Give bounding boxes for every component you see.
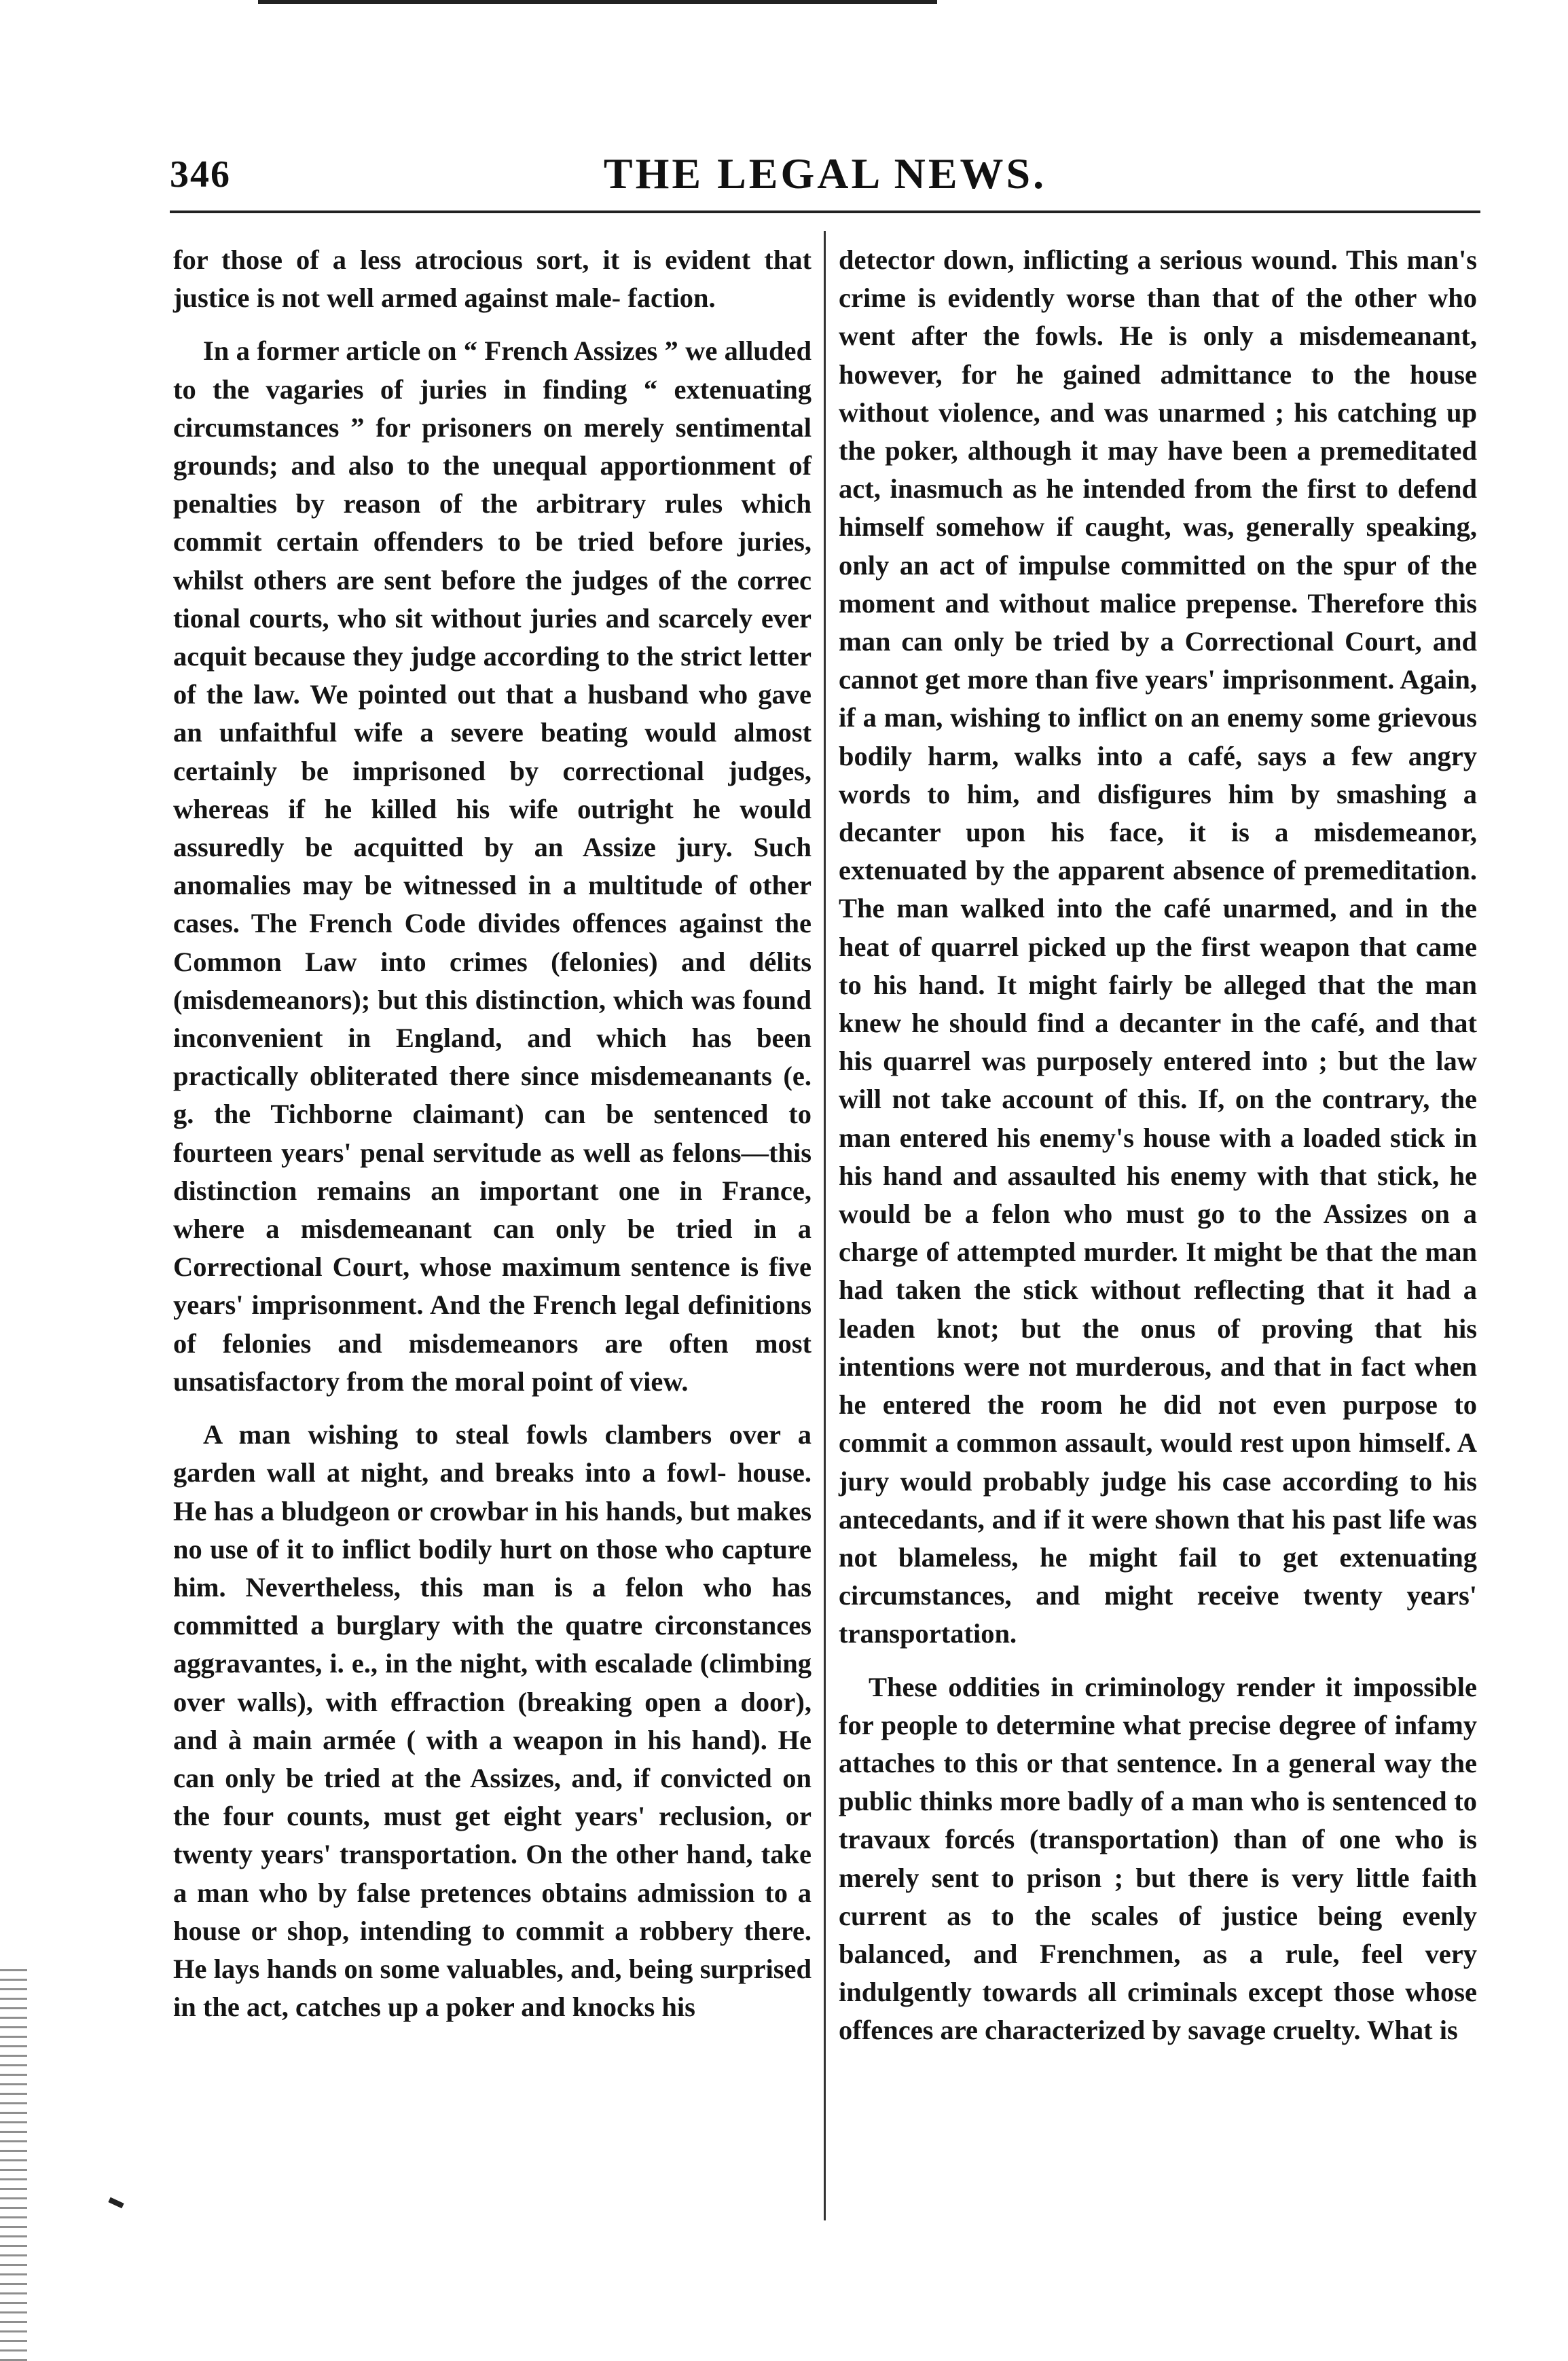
stray-ink-mark: [108, 2197, 124, 2209]
paragraph: A man wishing to steal fowls clambers over a garden wall at night, and breaks into a fowl- house. He has a bludgeon or crowbar in his hands, but makes no use of it to inflict bodily hurt on those who capture him. Nevertheless, this man is a felon who has committed a burglary with the quatre circonstances aggravantes, i. e., in the night, with escalade (climbing over walls), with effraction (breaking open a door), and à main armée ( with a weapon in his hand). He can only be tried at the Assizes, and, if convicted on the four counts, must get eight years' reclusion, or twenty years' transportation. On the other hand, take a man who by false pretences obtains admission to a house or shop, intending to commit a robbery there. He lays hands on some valuables, and, being surprised in the act, catches up a poker and knocks his: [173, 1419, 812, 2023]
right-column: [839, 241, 1477, 2065]
paragraph: detector down, inflicting a serious wound. This man's crime is evidently worse than that of the other who went after the fowls. He is only a misdemeanant, however, for he gained admittance to the house without violence, and was unarmed ; his catching up the poker, although it may have been a premeditated act, inasmuch as he intended from the first to defend himself somehow if caught, was, generally speaking, only an act of impulse committed on the spur of the moment and without malice prepense. Therefore this man can only be tried by a Correctional Court, and cannot get more than five years' imprisonment. Again, if a man, wishing to inflict on an enemy some grievous bodily harm, walks into a café, says a few angry words to him, and disfigures him by smashing a decanter upon his face, it is a misdemeanor, extenuated by the apparent absence of premeditation. The man walked into the café unarmed, and in the heat of quarrel picked up the first weapon that came to his hand. It might fairly be alleged that the man knew he should find a decanter in the café, and that his quarrel was purposely entered into ; but the law will not take account of this. If, on the contrary, the man entered his enemy's house with a loaded stick in his hand and assaulted his enemy with that stick, he would be a felon who must go to the Assizes on a charge of attempted murder. It might be that the man had taken the stick without reflecting that it had a leaden knot; but the onus of proving that his intentions were not murderous, and that in fact when he entered the room he did not even purpose to commit a common assault, would rest upon himself. A jury would probably judge his case according to his antecedants, and if it were shown that his past life was not blameless, he might fail to get extenuating circumstances, and might receive twenty years' transportation.: [839, 244, 1477, 1649]
journal-title: THE LEGAL NEWS.: [603, 149, 1047, 198]
column-divider: [824, 231, 826, 2220]
paragraph: for those of a less atrocious sort, it is evident that justice is not well armed against male- faction.: [173, 244, 812, 314]
paragraph: These oddities in criminology render it impossible for people to determine what precise degree of infamy attaches to this or that sentence. In a general way the public thinks more badly of a man who is sentenced to travaux forcés (transportation) than of one who is merely sent to prison ; but there is very little faith current as to the scales of justice being evenly balanced, and Frenchmen, as a rule, feel very indulgently towards all criminals except those whose offences are characterized by savage cruelty. What is: [839, 1671, 1477, 2046]
page-number: 346: [170, 153, 231, 196]
left-column: [173, 241, 812, 2041]
page-edge-binding-marks: [0, 1969, 27, 2361]
page-header: [170, 139, 1480, 200]
paragraph: In a former article on “ French Assizes ” we alluded to the vagaries of juries in finding “ extenuating circumstances ” for prisoners on merely sentimental grounds; and also to the unequal apportionment of penalties by reason of the arbitrary rules which commit certain offenders to be tried before juries, whilst others are sent before the judges of the correc tional courts, who sit without juries and scarcely ever acquit because they judge according to the strict letter of the law. We pointed out that a husband who gave an unfaithful wife a severe beating would almost certainly be imprisoned by correctional judges, whereas if he killed his wife outright he would assuredly be acquitted by an Assize jury. Such anomalies may be witnessed in a multitude of other cases. The French Code divides offences against the Common Law into crimes (felonies) and délits (misdemeanors); but this distinction, which was found inconvenient in England, and which has been practically obliterated there since misdemeanants (e. g. the Tichborne claimant) can be sentenced to fourteen years' penal servitude as well as felons—this distinction remains an important one in France, where a misdemeanant can only be tried in a Correctional Court, whose maximum sentence is five years' imprisonment. And the French legal definitions of felonies and misdemeanors are often most unsatisfactory from the moral point of view.: [173, 335, 812, 1397]
header-rule: [170, 211, 1480, 213]
top-edge-rule: [258, 0, 937, 4]
